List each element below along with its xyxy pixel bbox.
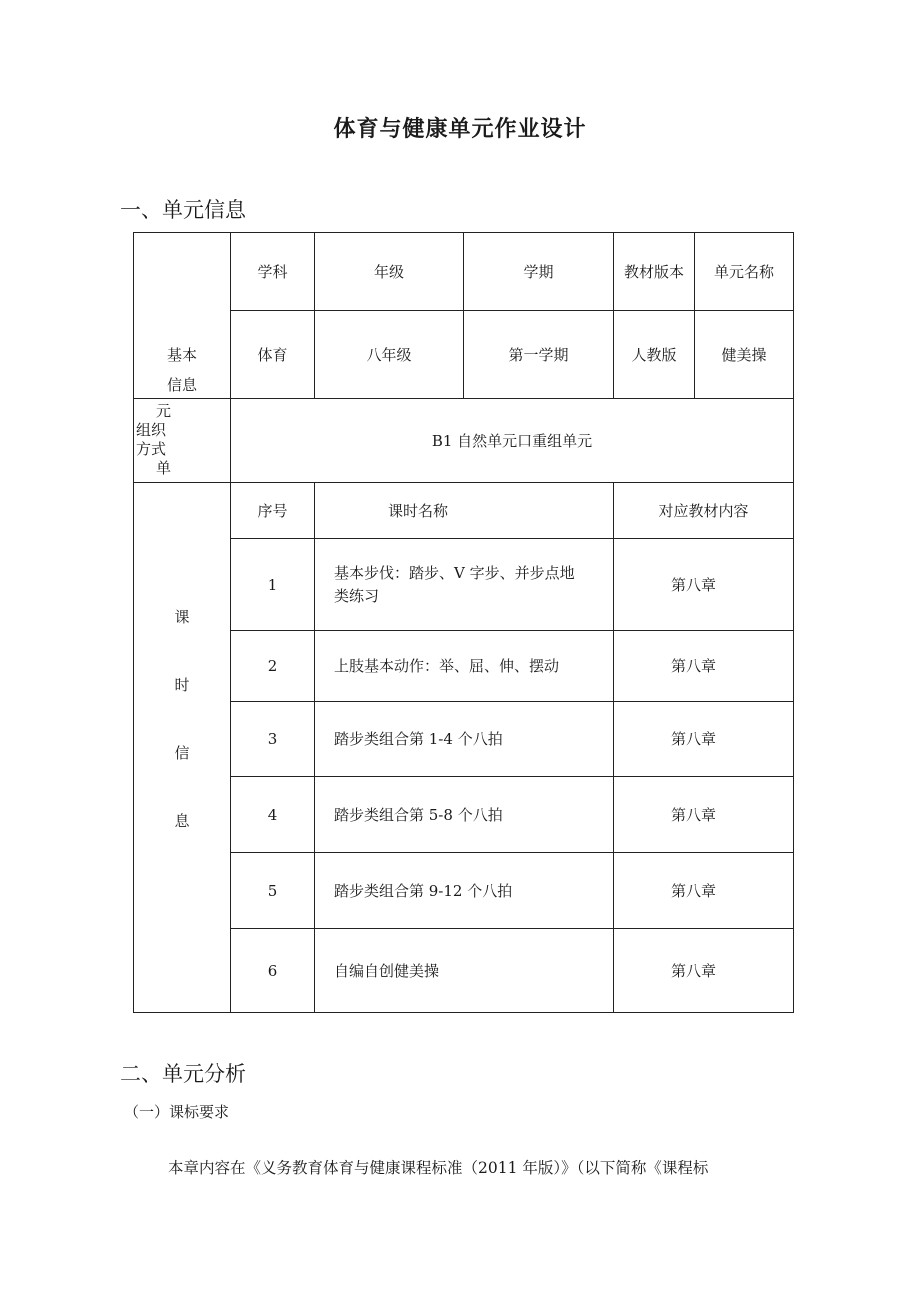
lesson-info-label [134, 606, 230, 878]
lesson-row-3-no: 3 [267, 730, 278, 748]
org-label [136, 402, 226, 478]
header-term: 学期 [523, 262, 554, 281]
org-value: B1 自然单元口重组单元 [431, 431, 593, 450]
value-subject: 体育 [257, 345, 288, 364]
lesson-row-5-name: 踏步类组合第 9-12 个八拍 [334, 881, 513, 900]
header-textbook-version: 教材版本 [623, 262, 684, 281]
lesson-row-3-name: 踏步类组合第 1-4 个八拍 [334, 730, 503, 748]
lesson-info-char-1: 课 [174, 608, 190, 626]
lesson-row-6-name: 自编自创健美操 [334, 961, 440, 980]
lesson-row-2-content: 第八章 [670, 657, 716, 675]
lesson-row-5-content: 第八章 [670, 881, 716, 900]
header-lesson-content: 对应教材内容 [658, 501, 749, 520]
lesson-row-2-name: 上肢基本动作：举、屈、伸、摆动 [334, 657, 560, 675]
value-unit-name: 健美操 [721, 345, 767, 364]
value-textbook-version: 人教版 [631, 345, 677, 364]
lesson-row-2-no: 2 [267, 657, 278, 675]
lesson-row-4-name: 踏步类组合第 5-8 个八拍 [334, 805, 503, 824]
header-grade: 年级 [373, 262, 404, 281]
body-paragraph: 本章内容在《义务教育体育与健康课程标准（2011 年版）》（以下简称《课程标 [168, 1159, 709, 1177]
org-label-line1: 元 [156, 402, 172, 420]
lesson-row-5-no: 5 [267, 881, 278, 900]
page-title: 体育与健康单元作业设计 [333, 117, 587, 142]
lesson-row-1-no: 1 [267, 575, 278, 594]
table-border-right [793, 232, 794, 1013]
lesson-info-char-4: 息 [174, 812, 190, 830]
value-term: 第一学期 [508, 345, 569, 364]
lesson-info-char-2: 时 [174, 676, 190, 694]
subheading-curriculum-requirements: （一）课标要求 [124, 1103, 230, 1121]
table-col-rule [314, 482, 315, 1013]
header-lesson-no: 序号 [257, 501, 288, 520]
lesson-row-1-name [334, 562, 610, 608]
header-unit-name: 单元名称 [713, 262, 774, 281]
header-lesson-name: 课时名称 [388, 501, 449, 520]
lesson-row-1-name-line1: 基本步伐：踏步、V 字步、并步点地 [334, 564, 575, 582]
table-border-bottom [133, 1012, 794, 1013]
basic-info-label [134, 340, 230, 400]
basic-info-label-line2: 信息 [166, 376, 197, 394]
lesson-row-3-content: 第八章 [670, 730, 716, 748]
org-label-line2: 组织 [136, 421, 167, 439]
lesson-row-4-content: 第八章 [670, 805, 716, 824]
org-label-line4: 单 [156, 459, 172, 477]
section-heading-unit-analysis: 二、单元分析 [120, 1062, 246, 1086]
lesson-row-4-no: 4 [267, 805, 278, 824]
lesson-row-1-content: 第八章 [670, 575, 716, 594]
lesson-row-1-name-line2: 类练习 [334, 587, 380, 605]
lesson-row-6-content: 第八章 [670, 961, 716, 980]
value-grade: 八年级 [366, 345, 412, 364]
lesson-row-6-no: 6 [267, 961, 278, 980]
basic-info-label-line1: 基本 [166, 346, 197, 364]
lesson-info-char-3: 信 [174, 744, 190, 762]
section-heading-unit-info: 一、单元信息 [120, 198, 246, 222]
org-label-line3: 方式 [136, 440, 167, 458]
header-subject: 学科 [257, 262, 288, 281]
